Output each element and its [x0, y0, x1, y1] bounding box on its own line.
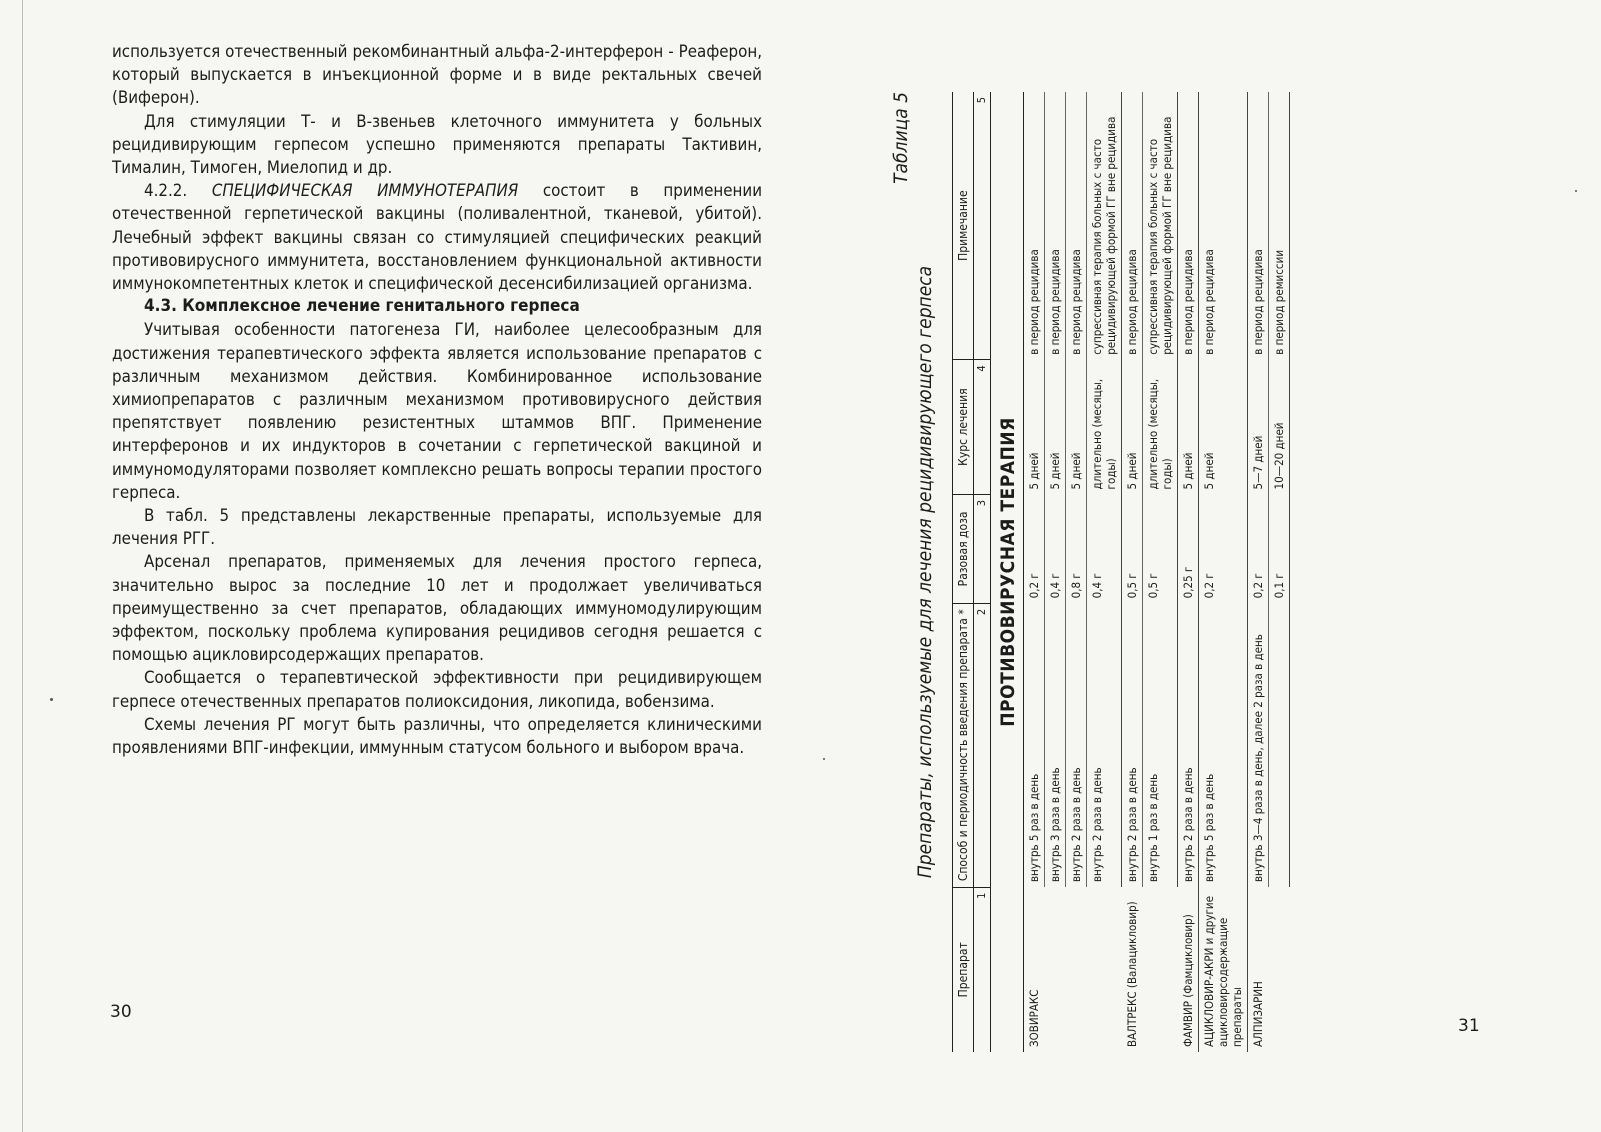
section-title: ПРОТИВОВИРУСНАЯ ТЕРАПИЯ [997, 417, 1019, 727]
header-note: Примечание [953, 92, 974, 360]
paragraph: Для стимуляции Т- и В-звеньев клеточного иммунитета у больных рецидивирующим герпесом успешно применяются препараты Тактивин, Тималин, Тимоген, Миелопид и др. [112, 110, 762, 178]
table-header-row [953, 92, 974, 1052]
route-cell: внутрь 3 раза в день [1045, 603, 1066, 887]
route-cell: внутрь 5 раз в день [1024, 603, 1045, 887]
left-page [112, 40, 762, 759]
note-cell: в период рецидива [1066, 92, 1087, 360]
scan-speck [50, 698, 53, 701]
table-title: Препараты, используемые для лечения рецидивирующего герпеса [914, 265, 936, 879]
header-drug: Препарат [953, 887, 974, 1052]
header-course: Курс лечения [953, 360, 974, 495]
paragraph: Сообщается о терапевтической эффективности при рецидивирующем герпесе отечественных препаратов полиоксидония, ликопида, вобензима. [112, 667, 762, 711]
route-cell: внутрь 3—4 раза в день, далее 2 раза в день [1248, 603, 1269, 887]
right-page [890, 92, 1570, 1052]
route-cell: внутрь 2 раза в день [1178, 603, 1199, 887]
column-number-row [974, 92, 991, 1052]
table-row [1199, 92, 1248, 1052]
section-row [991, 92, 1024, 1052]
specific-immunotherapy-paragraph [112, 179, 762, 295]
course-cell: длительно (месяцы, годы) [1087, 360, 1122, 495]
route-cell: внутрь 5 раз в день [1199, 603, 1248, 887]
drug-name: ЗОВИРАКС [1024, 887, 1122, 1052]
drugs-table [952, 92, 1290, 1052]
book-spine [22, 0, 23, 1132]
drug-name: АЦИКЛОВИР-АКРИ и другие ацикловирсодержащие препараты [1199, 887, 1248, 1052]
section-heading: 4.3. Комплексное лечение генитального герпеса [144, 296, 580, 317]
note-cell: в период рецидива [1178, 92, 1199, 360]
subsection-text: состоит в применении отечественной герпетической вакцины (поливалентной, тканевой, убитой). Лечебный эффект вакцины связан со стимуляцией специфических реакций противовирусного иммунитета, восстановлением функциональной активности иммунокомпетентных клеток и специфической десенсибилизацией организма. [112, 180, 763, 294]
course-cell: 5 дней [1045, 360, 1066, 495]
note-cell: супрессивная терапия больных с часто рецидивирующей формой ГГ вне рецидива [1143, 92, 1178, 360]
paragraph: Арсенал препаратов, применяемых для лечения простого герпеса, значительно вырос за последние 10 лет и продолжает увеличиваться преимущественно за счет препаратов, обладающих иммуномодулирующим эффектом, поскольку проблема купирования рецидивов сегодня решается с помощью ацикловирсодержащих препаратов. [112, 551, 762, 665]
page-number-left: 30 [110, 1002, 132, 1022]
page-number-right: 31 [1458, 1016, 1480, 1036]
table-row [1178, 92, 1199, 1052]
note-cell: в период рецидива [1024, 92, 1045, 360]
course-cell: 5 дней [1199, 360, 1248, 495]
dose-cell: 0,4 г [1087, 494, 1122, 603]
drug-name: АЛПИЗАРИН [1251, 981, 1265, 1047]
dose-cell: 0,2 г [1248, 494, 1269, 603]
column-number: 1 [974, 887, 991, 1052]
route-cell: внутрь 2 раза в день [1087, 603, 1122, 887]
paragraph: В табл. 5 представлены лекарственные препараты, используемые для лечения РГГ. [112, 505, 762, 549]
dose-cell: 0,1 г [1269, 494, 1290, 603]
dose-cell: 0,8 г [1066, 494, 1087, 603]
column-number: 4 [974, 360, 991, 495]
route-cell: внутрь 1 раз в день [1143, 603, 1178, 887]
dose-cell: 0,25 г [1178, 494, 1199, 603]
dose-cell: 0,2 г [1024, 494, 1045, 603]
course-cell: 5 дней [1178, 360, 1199, 495]
table-row [1248, 92, 1269, 1052]
course-cell: 5—7 дней [1248, 360, 1269, 495]
note-cell: в период рецидива [1248, 92, 1269, 360]
course-cell: длительно (месяцы, годы) [1143, 360, 1178, 495]
paragraph: Схемы лечения РГ могут быть различны, что определяется клиническими проявлениями ВПГ-инфекции, иммунным статусом больного и выбором врача. [112, 713, 762, 758]
table-label: Таблица 5 [890, 92, 912, 184]
note-cell: супрессивная терапия больных с часто рецидивирующей формой ГГ вне рецидива [1087, 92, 1122, 360]
dose-cell: 0,2 г [1199, 494, 1248, 603]
dose-cell: 0,5 г [1143, 494, 1178, 603]
paragraph: используется отечественный рекомбинантный альфа-2-интерферон - Реаферон, который выпускается в инъекционной форме и в виде ректальных свечей (Виферон). [112, 41, 762, 108]
note-cell: в период рецидива [1122, 92, 1143, 360]
dose-cell: 0,4 г [1045, 494, 1066, 603]
dose-cell: 0,5 г [1122, 494, 1143, 603]
column-number: 5 [974, 92, 991, 360]
scan-speck [1575, 190, 1577, 192]
table-row [1122, 92, 1143, 1052]
note-cell: в период ремиссии [1269, 92, 1290, 360]
drug-name: ВАЛТРЕКС (Валацикловир) [1124, 901, 1139, 1047]
subsection-number: 4.2.2. [144, 180, 188, 201]
subsection-term: СПЕЦИФИЧЕСКАЯ ИММУНОТЕРАПИЯ [211, 180, 519, 201]
drug-name: ФАМВИР (Фамцикловир) [1178, 887, 1199, 1052]
route-cell: внутрь 2 раза в день [1066, 603, 1087, 887]
route-cell [1269, 603, 1290, 887]
column-number: 2 [974, 603, 991, 887]
course-cell: 5 дней [1024, 360, 1045, 495]
route-cell: внутрь 2 раза в день [1122, 603, 1143, 887]
course-cell: 5 дней [1066, 360, 1087, 495]
scan-speck [823, 758, 825, 760]
header-route: Способ и периодичность введения препарата * [953, 603, 974, 887]
table-row [1024, 92, 1045, 1052]
header-dose: Разовая доза [953, 494, 974, 603]
note-cell: в период рецидива [1199, 92, 1248, 360]
note-cell: в период рецидива [1045, 92, 1066, 360]
course-cell: 10—20 дней [1269, 360, 1290, 495]
course-cell: 5 дней [1122, 360, 1143, 495]
column-number: 3 [974, 494, 991, 603]
paragraph: Учитывая особенности патогенеза ГИ, наиболее целесообразным для достижения терапевтического эффекта является использование препаратов с различным механизмом действия. Комбинированное использование химиопрепаратов с различным механизмом противовирусного действия препятствует появлению резистентных штаммов ВПГ. Применение интерферонов и их индукторов в сочетании с герпетической вакциной и иммуномодуляторами позволяет комплексно решать вопросы терапии простого герпеса. [112, 319, 762, 502]
